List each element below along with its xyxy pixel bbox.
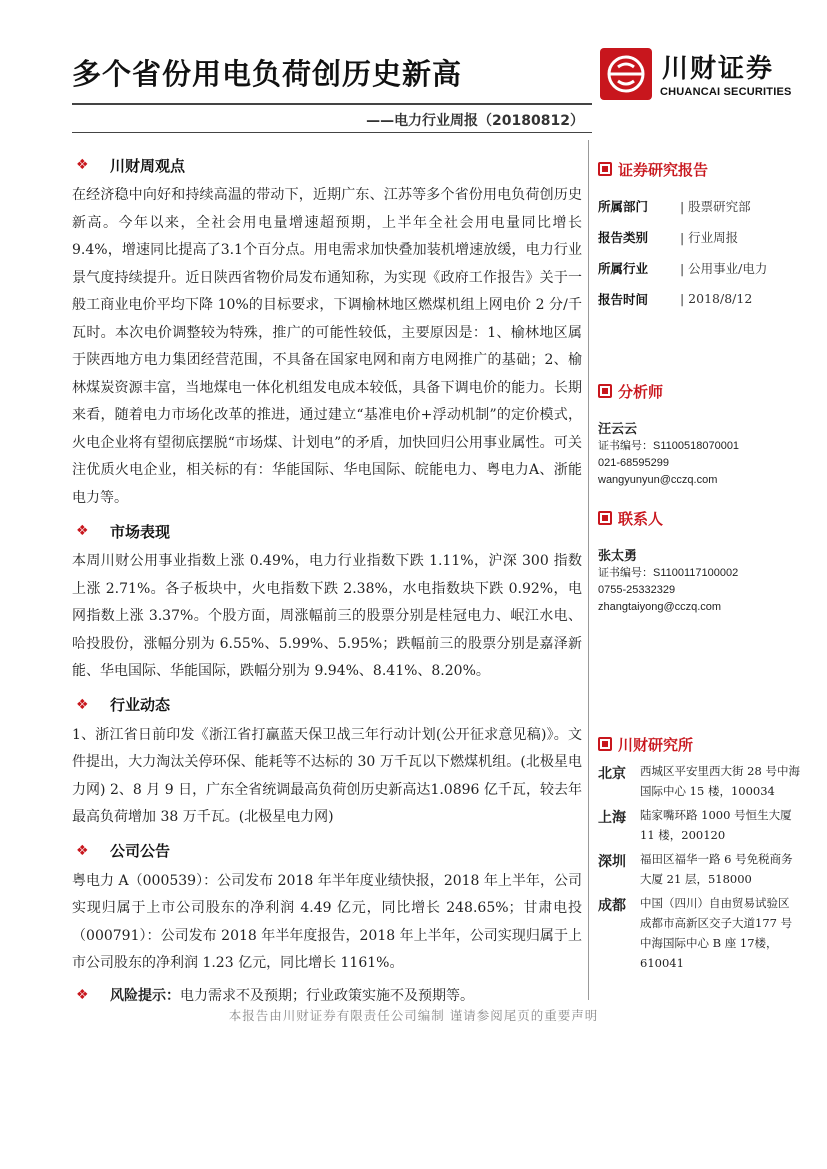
analyst-cert: 证书编号：S1100518070001 [598, 440, 740, 452]
section-heading-text: 公司公告 [110, 842, 171, 860]
risk-label: 风险提示： [110, 987, 180, 1004]
section-heading-market [72, 518, 582, 544]
contact-cert: 证书编号：S1100117100002 [598, 567, 739, 579]
logo-mark-icon [600, 48, 652, 100]
info-row-industry [598, 252, 803, 283]
info-label: 报告类别 [598, 229, 649, 245]
info-value: | 行业周报 [680, 229, 739, 245]
sidebar-heading-text: 分析师 [618, 382, 664, 401]
section-body-weekly-view: 在经济稳中向好和持续高温的带动下，近期广东、江苏等多个省份用电负荷创历史新高。今年以来，全社会用电量增速超预期，上半年全社会用电量同比增长9.4%，增速同比提高了3.1个百分点。用电需求加快叠加装机增速放缓，电力行业景气度持续提升。近日陕西省物价局发布通知称，为实现《政府工作报告》关于一般工商业电价平均下降 10%的目标要求，下调榆林地区燃煤机组上网电价 2 分/千瓦时。本次电价调整较为特殊，推广的可能性较低，主要原因是：1、榆林地区属于陕西地方电力集团经营范围，不具备在国家电网和南方电网推广的基础；2、榆林煤炭资源丰富，当地煤电一体化机组发电成本较低，具备下调电价的能力。长期来看，随着电力市场化改革的推进，通过建立“基准电价+浮动机制”的定价模式，火电企业将有望彻底摆脱“市场煤、计划电”的矛盾，加快回归公用事业属性。可关注优质火电企业，相关标的有：华能国际、华电国际、皖能电力、粤电力A、浙能电力等。 [72, 187, 582, 506]
report-title: 多个省份用电负荷创历史新高 [72, 57, 463, 91]
info-row-date [598, 283, 803, 314]
column-divider [588, 140, 589, 1000]
info-value: | 股票研究部 [680, 198, 751, 214]
office-address: 西城区平安里西大街 28 号中海国际中心 15 楼，100034 [640, 764, 800, 798]
report-subtitle: ——电力行业周报（20180812） [366, 113, 584, 129]
diamond-bullet-icon: ❖ [76, 157, 89, 173]
info-value: | 公用事业/电力 [680, 260, 768, 276]
section-body-announcements: 粤电力 A（000539）：公司发布 2018 年半年度业绩快报，2018 年上半年，公司实现归属于上市公司股东的净利润 4.49 亿元，同比增长 248.65%；甘肃电投（000791）：公司发布 2018 年半年度报告，2018 年上半年，公司实现归属于上市公司股东的净利润 1.23 亿元，同比增长 1161%。 [72, 872, 582, 971]
main-content [72, 146, 582, 1008]
office-chengdu [598, 893, 803, 973]
risk-text: 电力需求不及预期；行业政策实施不及预期等。 [180, 987, 474, 1004]
company-logo [600, 46, 800, 106]
info-label: 所属行业 [598, 260, 649, 276]
diamond-bullet-icon: ❖ [76, 842, 89, 859]
info-value: | 2018/8/12 [680, 291, 753, 306]
office-beijing [598, 761, 803, 801]
info-label: 报告时间 [598, 291, 649, 307]
square-bullet-icon [598, 162, 612, 176]
info-row-department [598, 190, 803, 221]
office-city: 北京 [598, 766, 626, 782]
logo-name-en: CHUANCAI SECURITIES [660, 86, 792, 98]
sidebar-heading-analyst [598, 380, 803, 402]
header-rule-top [72, 103, 592, 105]
sidebar-heading-text: 证券研究报告 [618, 160, 709, 179]
sidebar-institute [598, 733, 803, 973]
office-city: 成都 [598, 898, 626, 914]
sidebar-heading-contact [598, 507, 803, 529]
office-shenzhen [598, 849, 803, 889]
header-rule-bottom [72, 132, 592, 133]
section-heading-text: 行业动态 [110, 696, 171, 714]
square-bullet-icon [598, 511, 612, 525]
office-city: 上海 [598, 810, 626, 826]
sidebar-heading-text: 川财研究所 [618, 735, 694, 754]
office-shanghai [598, 805, 803, 845]
office-address: 福田区福华一路 6 号免税商务大厦 21 层，518000 [640, 852, 793, 886]
contact-phone: 0755-25332329 [598, 584, 676, 596]
section-heading-announcements [72, 838, 582, 864]
sidebar-report-info [598, 158, 803, 314]
office-city: 深圳 [598, 854, 626, 870]
analyst-phone: 021-68595299 [598, 457, 669, 469]
office-address: 中国（四川）自由贸易试验区成都市高新区交子大道177 号中海国际中心 B 座 17楼，610041 [640, 896, 793, 970]
diamond-bullet-icon: ❖ [76, 986, 89, 1003]
risk-warning [72, 982, 582, 1008]
sidebar-heading-institute [598, 733, 803, 755]
section-heading-weekly-view [72, 152, 582, 178]
section-body-industry-news: 1、浙江省日前印发《浙江省打赢蓝天保卫战三年行动计划(公开征求意见稿)》。文件提出，大力淘汰关停环保、能耗等不达标的 30 万千瓦以下燃煤机组。(北极星电力网) 2、8 月 9 日，广东全省统调最高负荷创历史新高达1.0896 亿千瓦，较去年最高负荷增加 38 万千瓦。(北极星电力网) [72, 726, 582, 825]
contact-name: 张太勇 [598, 549, 638, 564]
sidebar-contact [598, 507, 803, 616]
info-label: 所属部门 [598, 198, 649, 214]
logo-name-cn: 川财证券 [662, 54, 775, 84]
office-address: 陆家嘴环路 1000 号恒生大厦 11 楼，200120 [640, 808, 792, 842]
section-heading-text: 川财周观点 [110, 156, 186, 175]
contact-email[interactable]: zhangtaiyong@cczq.com [598, 601, 722, 613]
analyst-email[interactable]: wangyunyun@cczq.com [598, 474, 718, 486]
section-body-market: 本周川财公用事业指数上涨 0.49%，电力行业指数下跌 1.11%，沪深 300 指数上涨 2.71%。各子板块中，火电指数下跌 2.38%，水电指数块下跌 0.92%，电网指数上涨 3.37%。个股方面，周涨幅前三的股票分别是桂冠电力、岷江水电、哈投股份，涨幅分别为 6.55%、5.99%、5.95%；跌幅前三的股票分别是嘉泽新能、华电国际、华能国际，跌幅分别为 9.94%、8.41%、8.20%。 [72, 553, 582, 679]
diamond-bullet-icon: ❖ [76, 523, 89, 539]
sidebar-heading-text: 联系人 [618, 509, 664, 528]
section-heading-text: 市场表现 [110, 522, 171, 541]
sidebar-analyst [598, 380, 803, 489]
square-bullet-icon [598, 384, 612, 398]
info-row-category [598, 221, 803, 252]
page-footer: 本报告由川财证券有限责任公司编制 谨请参阅尾页的重要声明 [228, 1008, 599, 1023]
analyst-name: 汪云云 [598, 422, 638, 437]
section-heading-industry-news [72, 692, 582, 718]
sidebar-heading-report [598, 158, 803, 180]
diamond-bullet-icon: ❖ [76, 696, 89, 713]
square-bullet-icon [598, 737, 612, 751]
